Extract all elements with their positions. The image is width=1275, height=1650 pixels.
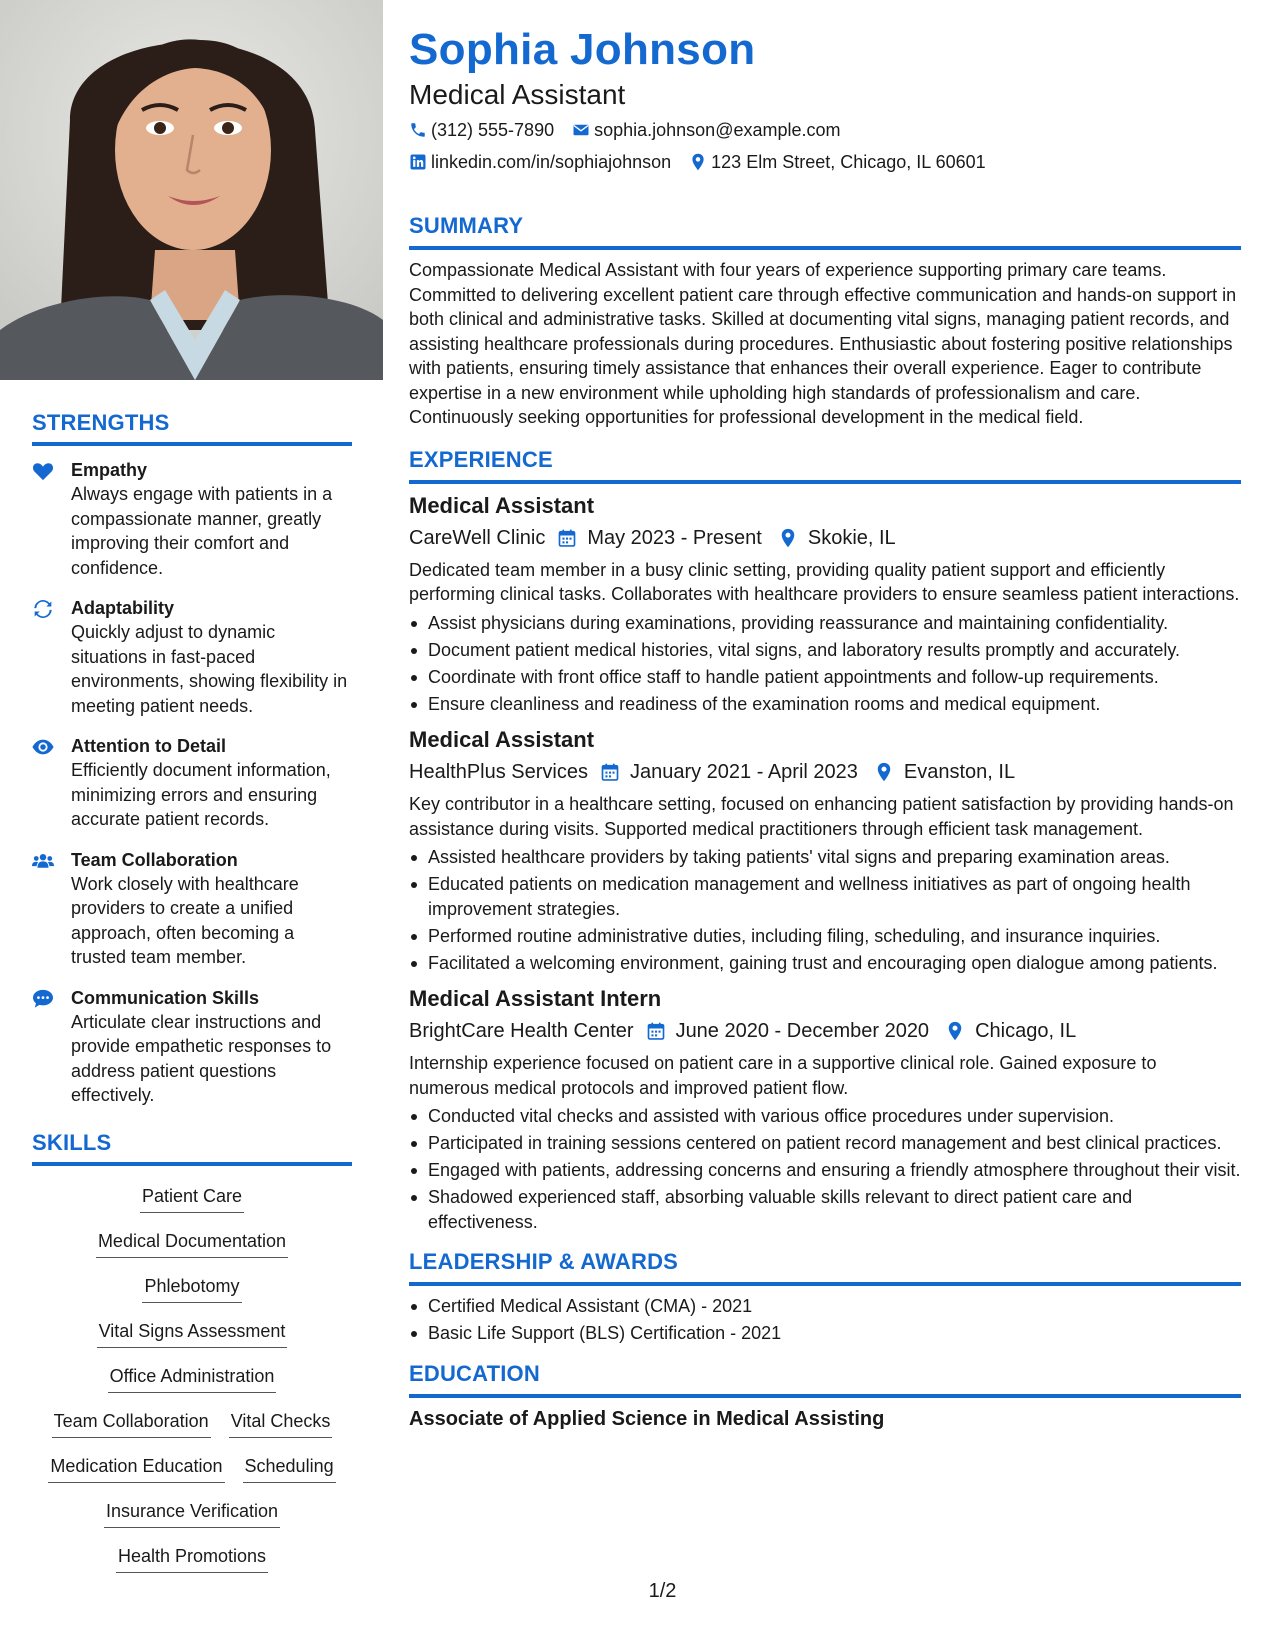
strength-description: Work closely with healthcare providers to create a unified approach, often becoming a trusted team member. xyxy=(71,873,299,967)
map-pin-icon xyxy=(689,153,707,171)
page-number: 1/2 xyxy=(648,1580,677,1602)
map-pin-icon xyxy=(874,762,904,782)
sidebar xyxy=(0,0,383,1650)
skill-tag: Office Administration xyxy=(108,1364,277,1393)
experience-section xyxy=(409,446,1241,1235)
strength-title: Empathy xyxy=(71,460,148,480)
experience-heading: EXPERIENCE xyxy=(409,446,553,472)
strength-item xyxy=(32,458,352,580)
job-meta xyxy=(409,1017,1241,1045)
calendar-icon xyxy=(557,528,587,548)
map-pin-icon xyxy=(778,528,808,548)
sync-icon xyxy=(32,596,71,718)
calendar-icon xyxy=(646,1021,676,1041)
job-bullet: Assist physicians during examinations, providing reassurance and maintaining confidentiality. xyxy=(409,611,1241,636)
main-column xyxy=(409,24,1241,1432)
job-company: CareWell Clinic xyxy=(409,526,546,549)
job-location: Evanston, IL xyxy=(903,761,1016,783)
job-bullet: Ensure cleanliness and readiness of the examination rooms and medical equipment. xyxy=(409,692,1241,717)
summary-text: Compassionate Medical Assistant with four years of experience supporting primary care teams. Committed to delivering excellent patient care through effective communication and hands-on support in both clinical and administrative tasks. Skilled at documenting vital signs, managing patient records, and assisting healthcare professionals during procedures. Enthusiastic about fostering positive relationships with patients, ensuring timely assistance that enhances their overall experience. Eager to contribute expertise in a new environment while upholding high standards of professionalism and care. Continuously seeking opportunities for professional development in the medical field. xyxy=(409,260,1237,427)
strength-item xyxy=(32,986,352,1108)
skills-divider xyxy=(32,1162,352,1166)
calendar-icon xyxy=(600,762,630,782)
job-meta xyxy=(409,758,1241,786)
job-bullet: Document patient medical histories, vital signs, and laboratory results promptly and accurately. xyxy=(409,638,1241,663)
skill-tag: Medical Documentation xyxy=(96,1229,288,1258)
job-bullet: Performed routine administrative duties, including filing, scheduling, and insurance inquiries. xyxy=(409,924,1241,949)
job-bullet: Educated patients on medication management and wellness initiatives as part of ongoing health improvement strategies. xyxy=(409,872,1241,921)
awards-section xyxy=(409,1248,1241,1346)
awards-divider xyxy=(409,1282,1241,1286)
job-title: Medical Assistant xyxy=(409,492,595,518)
job-bullets xyxy=(409,611,1241,717)
education-divider xyxy=(409,1394,1241,1398)
award-item: Certified Medical Assistant (CMA) - 2021 xyxy=(409,1294,1241,1319)
job-entry xyxy=(409,492,1241,717)
skill-tag: Medication Education xyxy=(48,1454,224,1483)
job-bullet: Coordinate with front office staff to handle patient appointments and follow-up requirements. xyxy=(409,665,1241,690)
heart-icon xyxy=(32,458,71,580)
job-entry xyxy=(409,985,1241,1234)
address-text: 123 Elm Street, Chicago, IL 60601 xyxy=(711,152,986,172)
skill-tag: Vital Signs Assessment xyxy=(97,1319,288,1348)
strength-title: Communication Skills xyxy=(71,987,260,1008)
job-bullet: Engaged with patients, addressing concerns and ensuring a friendly atmosphere throughout their visit. xyxy=(409,1158,1241,1183)
experience-divider xyxy=(409,480,1241,484)
chat-icon xyxy=(32,986,71,1108)
phone-text: (312) 555-7890 xyxy=(431,120,555,140)
strength-title: Attention to Detail xyxy=(71,736,226,756)
job-dates: June 2020 - December 2020 xyxy=(675,1020,930,1042)
job-description: Dedicated team member in a busy clinic setting, providing quality patient support and efficiently performing clinical tasks. Collaborates with healthcare providers to ensure seamless patient interactions. xyxy=(409,559,1240,604)
profile-photo xyxy=(0,0,383,380)
job-meta xyxy=(409,524,1241,552)
job-location: Chicago, IL xyxy=(975,1020,1077,1042)
education-degree: Associate of Applied Science in Medical Assisting xyxy=(409,1407,885,1430)
education-heading: EDUCATION xyxy=(409,1360,540,1386)
job-description: Key contributor in a healthcare setting, focused on enhancing patient satisfaction by providing hands-on assistance during visits. Supported medical practitioners through efficient task management. xyxy=(409,794,1234,839)
summary-heading: SUMMARY xyxy=(409,213,524,238)
email-contact[interactable] xyxy=(572,118,840,142)
job-bullet: Facilitated a welcoming environment, gaining trust and encouraging open dialogue among patients. xyxy=(409,951,1241,976)
linkedin-icon xyxy=(409,153,427,171)
job-description: Internship experience focused on patient care in a supportive clinical role. Gained exposure to numerous medical protocols and improved patient flow. xyxy=(409,1053,1157,1098)
education-section xyxy=(409,1360,1241,1432)
job-dates: January 2021 - April 2023 xyxy=(629,761,858,783)
strength-item xyxy=(32,596,352,718)
contact-row-1 xyxy=(409,118,1241,142)
strength-item xyxy=(32,848,352,970)
job-bullets xyxy=(409,1104,1241,1234)
skill-tag: Vital Checks xyxy=(229,1409,333,1438)
skill-tag: Team Collaboration xyxy=(52,1409,211,1438)
strength-title: Adaptability xyxy=(71,598,175,618)
job-bullets xyxy=(409,845,1241,975)
skills-heading: SKILLS xyxy=(32,1129,112,1155)
job-company: BrightCare Health Center xyxy=(409,1020,634,1042)
skill-tag: Health Promotions xyxy=(116,1544,268,1573)
users-icon xyxy=(32,848,71,970)
job-dates: May 2023 - Present xyxy=(587,526,762,549)
job-location: Skokie, IL xyxy=(807,526,896,549)
candidate-name: Sophia Johnson xyxy=(409,25,756,74)
sidebar-content xyxy=(32,410,352,1581)
skills-section xyxy=(32,1130,352,1581)
phone-icon xyxy=(409,121,427,139)
summary-divider xyxy=(409,246,1241,250)
strength-description: Quickly adjust to dynamic situations in fast-paced environments, showing flexibility in meeting patient needs. xyxy=(71,622,348,716)
summary-section xyxy=(409,212,1241,430)
job-company: HealthPlus Services xyxy=(409,761,588,783)
strength-description: Articulate clear instructions and provide empathetic responses to address patient questions effectively. xyxy=(71,1011,332,1105)
job-entry xyxy=(409,726,1241,975)
skill-tag: Phlebotomy xyxy=(142,1274,241,1303)
contact-row-2 xyxy=(409,150,1241,174)
awards-list xyxy=(409,1294,1241,1346)
job-bullet: Shadowed experienced staff, absorbing valuable skills relevant to direct patient care and effectiveness. xyxy=(409,1185,1241,1234)
phone-contact[interactable] xyxy=(409,118,554,142)
eye-icon xyxy=(32,734,71,832)
skill-tag: Scheduling xyxy=(243,1454,336,1483)
awards-heading: LEADERSHIP & AWARDS xyxy=(409,1249,679,1274)
skill-tag: Insurance Verification xyxy=(104,1499,280,1528)
linkedin-contact[interactable] xyxy=(409,150,671,174)
strengths-heading: STRENGTHS xyxy=(32,410,170,435)
job-title: Medical Assistant Intern xyxy=(409,986,662,1011)
strengths-divider xyxy=(32,442,352,446)
strength-description: Always engage with patients in a compassionate manner, greatly improving their comfort and confidence. xyxy=(71,484,333,578)
skill-tag: Patient Care xyxy=(140,1184,244,1213)
job-title: Medical Assistant xyxy=(409,727,595,752)
job-bullet: Conducted vital checks and assisted with various office procedures under supervision. xyxy=(409,1104,1241,1129)
email-text: sophia.johnson@example.com xyxy=(594,120,841,140)
map-pin-icon xyxy=(945,1021,975,1041)
linkedin-text: linkedin.com/in/sophiajohnson xyxy=(431,152,672,172)
strengths-list xyxy=(32,458,352,1108)
envelope-icon xyxy=(572,121,590,139)
skills-list xyxy=(32,1176,352,1581)
address-contact xyxy=(689,150,986,174)
strength-item xyxy=(32,734,352,832)
strength-description: Efficiently document information, minimizing errors and ensuring accurate patient records. xyxy=(71,760,331,829)
job-bullet: Assisted healthcare providers by taking patients' vital signs and preparing examination areas. xyxy=(409,845,1241,870)
candidate-role: Medical Assistant xyxy=(409,79,626,110)
job-bullet: Participated in training sessions centered on patient record management and best clinical practices. xyxy=(409,1131,1241,1156)
strength-title: Team Collaboration xyxy=(71,849,238,870)
award-item: Basic Life Support (BLS) Certification - 2021 xyxy=(409,1321,1241,1346)
